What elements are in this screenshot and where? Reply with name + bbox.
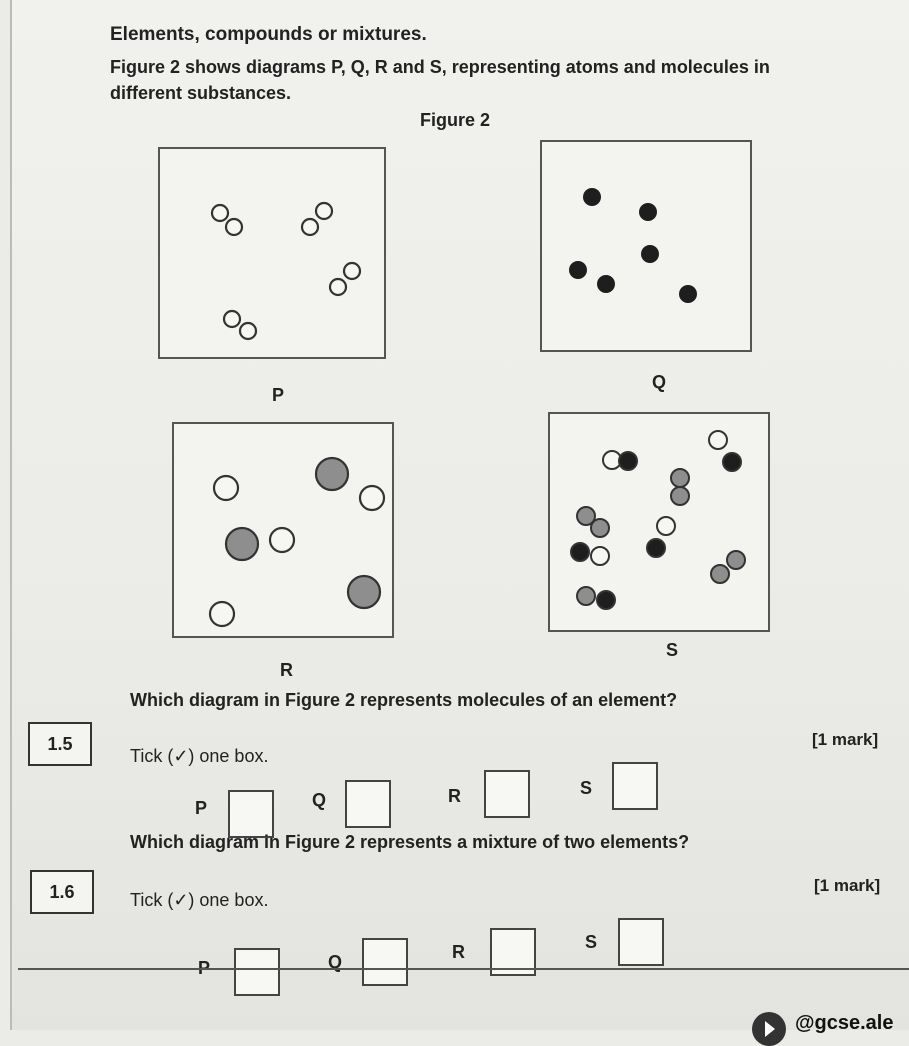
diagram-q-particles bbox=[542, 142, 750, 350]
q15-option-q-label: Q bbox=[312, 790, 327, 810]
q15-checkbox-q[interactable] bbox=[345, 780, 391, 828]
q16-option-r-label: R bbox=[452, 942, 465, 962]
section-heading: Elements, compounds or mixtures. bbox=[110, 24, 427, 45]
worksheet-page bbox=[10, 0, 909, 1030]
diagram-s bbox=[548, 412, 770, 632]
figure-title: Figure 2 bbox=[420, 110, 491, 130]
question-number-1-5: 1.5 bbox=[28, 722, 92, 766]
intro-line-1: Figure 2 shows diagrams P, Q, R and S, representing atoms and molecules in bbox=[110, 57, 770, 77]
q15-checkbox-s[interactable] bbox=[612, 762, 658, 810]
q15-checkbox-p[interactable] bbox=[228, 790, 274, 838]
diagram-q bbox=[540, 140, 752, 352]
question-1-6-text: Which diagram in Figure 2 represents a mixture of two elements? bbox=[130, 832, 690, 852]
q15-option-r-label: R bbox=[448, 786, 461, 806]
intro-line-2: different substances. bbox=[110, 83, 292, 103]
label-r: R bbox=[280, 660, 293, 680]
q15-option-s-label: S bbox=[580, 778, 593, 798]
diagram-r-particles bbox=[174, 424, 392, 636]
question-1-5-marks: [1 mark] bbox=[812, 730, 879, 749]
q16-option-s-label: S bbox=[585, 932, 598, 952]
label-p: P bbox=[272, 385, 285, 405]
footer-handle: @gcse.ale bbox=[795, 1012, 894, 1034]
diagram-p bbox=[158, 147, 386, 359]
question-1-6-marks: [1 mark] bbox=[814, 876, 881, 895]
label-q: Q bbox=[652, 372, 667, 392]
question-1-6-instruction: Tick (✓) one box. bbox=[130, 890, 269, 910]
question-1-5-text: Which diagram in Figure 2 represents molecules of an element? bbox=[130, 690, 678, 710]
q16-checkbox-s[interactable] bbox=[618, 918, 664, 966]
play-logo-icon bbox=[752, 1012, 786, 1046]
question-number-1-6: 1.6 bbox=[30, 870, 94, 914]
diagram-s-particles bbox=[550, 414, 768, 630]
diagram-p-particles bbox=[160, 149, 384, 357]
q15-option-p-label: P bbox=[195, 798, 208, 818]
diagram-r bbox=[172, 422, 394, 638]
label-s: S bbox=[666, 640, 679, 660]
q15-checkbox-r[interactable] bbox=[484, 770, 530, 818]
q16-option-q-label: Q bbox=[328, 952, 343, 972]
q16-option-p-label: P bbox=[198, 958, 211, 978]
question-1-5-instruction: Tick (✓) one box. bbox=[130, 746, 269, 766]
